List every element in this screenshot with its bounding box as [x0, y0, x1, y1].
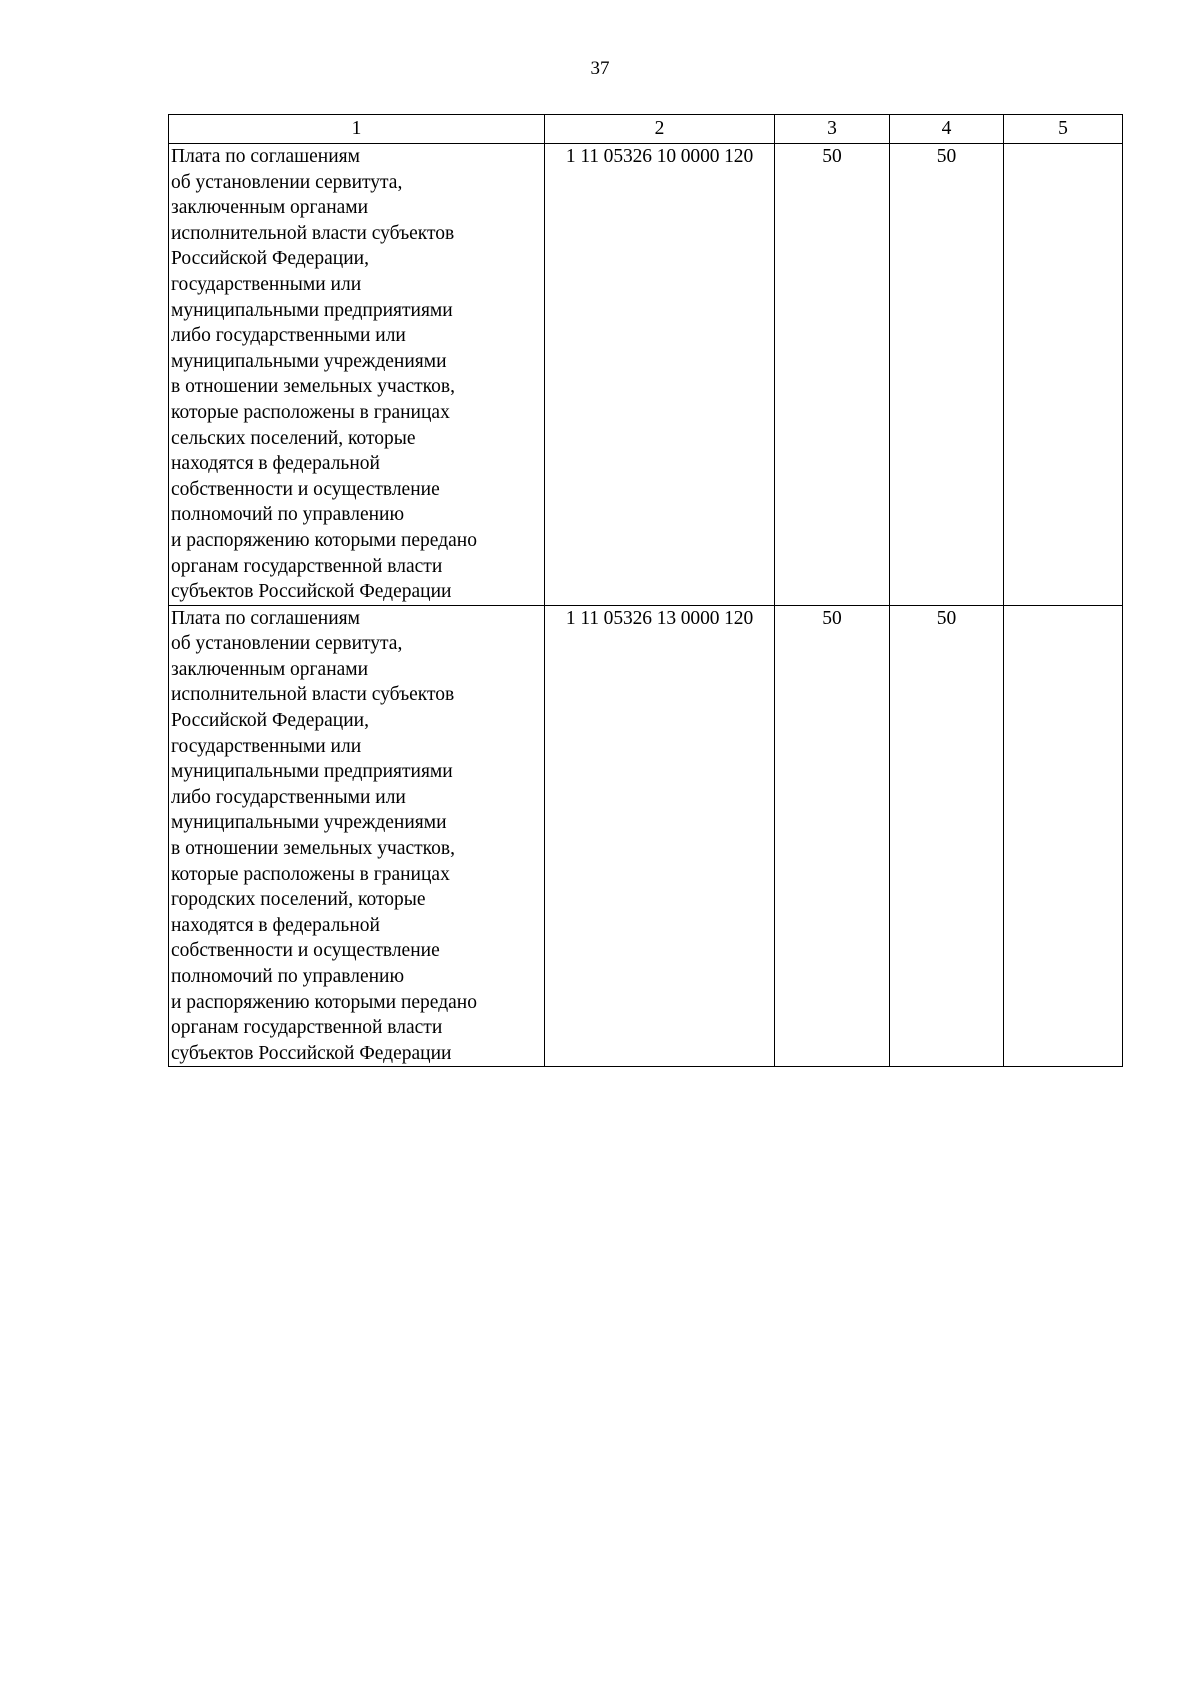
revenue-name-line: государственными или	[171, 735, 362, 757]
column-header: 5	[1004, 115, 1123, 144]
revenue-name-line: в отношении земельных участков,	[171, 376, 455, 398]
revenue-name-line: субъектов Российской Федерации	[171, 581, 452, 603]
revenue-name-line: которые расположены в границах	[171, 863, 450, 885]
revenue-name-line: муниципальными предприятиями	[171, 299, 453, 321]
revenue-name-line: находятся в федеральной	[171, 914, 380, 936]
revenue-code-cell: 1 11 05326 10 0000 120	[545, 144, 775, 606]
revenue-name-cell	[169, 605, 545, 1067]
revenue-name-line: органам государственной власти	[171, 555, 443, 577]
revenue-name-line: городских поселений, которые	[171, 889, 426, 911]
column-header: 4	[890, 115, 1004, 144]
table-header-row	[169, 115, 1123, 144]
revenue-name-line: об установлении сервитута,	[171, 171, 403, 193]
revenue-name-line: и распоряжению которыми передано	[171, 529, 477, 551]
revenue-name-line: Плата по соглашениям	[171, 146, 360, 167]
revenue-name-line: органам государственной власти	[171, 1017, 443, 1039]
column-header: 3	[775, 115, 890, 144]
revenue-name-line: собственности и осуществление	[171, 940, 440, 962]
table-row	[169, 144, 1123, 606]
revenue-name-line: либо государственными или	[171, 325, 406, 347]
revenue-name-line: государственными или	[171, 273, 362, 295]
revenue-name-line: исполнительной власти субъектов	[171, 222, 455, 244]
revenue-name-line: собственности и осуществление	[171, 478, 440, 500]
amount-cell-col3: 50	[775, 144, 890, 606]
revenue-name-line: Плата по соглашениям	[171, 607, 360, 629]
revenue-name-line: об установлении сервитута,	[171, 633, 403, 655]
revenue-name-line: полномочий по управлению	[171, 504, 405, 526]
revenue-table	[168, 114, 1123, 1067]
column-header: 1	[169, 115, 545, 144]
amount-cell-col5	[1004, 144, 1123, 606]
revenue-name-cell	[169, 144, 545, 606]
revenue-name-line: заключенным органами	[171, 658, 369, 680]
page-number: 37	[590, 58, 610, 79]
revenue-name-line: Российской Федерации,	[171, 248, 369, 270]
revenue-name-line: исполнительной власти субъектов	[171, 684, 455, 706]
revenue-name-line: которые расположены в границах	[171, 401, 450, 423]
revenue-name-line: либо государственными или	[171, 786, 406, 808]
revenue-name-line: и распоряжению которыми передано	[171, 991, 477, 1013]
revenue-name-line: субъектов Российской Федерации	[171, 1042, 452, 1064]
revenue-name-line: в отношении земельных участков,	[171, 838, 455, 860]
revenue-name-line: сельских поселений, которые	[171, 427, 416, 449]
revenue-name-line: Российской Федерации,	[171, 710, 369, 732]
column-header: 2	[545, 115, 775, 144]
amount-cell-col5	[1004, 605, 1123, 1067]
revenue-name-line: муниципальными учреждениями	[171, 812, 447, 834]
revenue-name-line: муниципальными предприятиями	[171, 761, 453, 783]
revenue-name-line: заключенным органами	[171, 197, 369, 219]
revenue-name-line: муниципальными учреждениями	[171, 350, 447, 372]
revenue-name-line: полномочий по управлению	[171, 966, 405, 987]
amount-cell-col4: 50	[890, 605, 1004, 1067]
table-row	[169, 605, 1123, 1067]
amount-cell-col4: 50	[890, 144, 1004, 606]
amount-cell-col3: 50	[775, 605, 890, 1067]
revenue-code-cell: 1 11 05326 13 0000 120	[545, 605, 775, 1067]
revenue-name-line: находятся в федеральной	[171, 453, 380, 475]
